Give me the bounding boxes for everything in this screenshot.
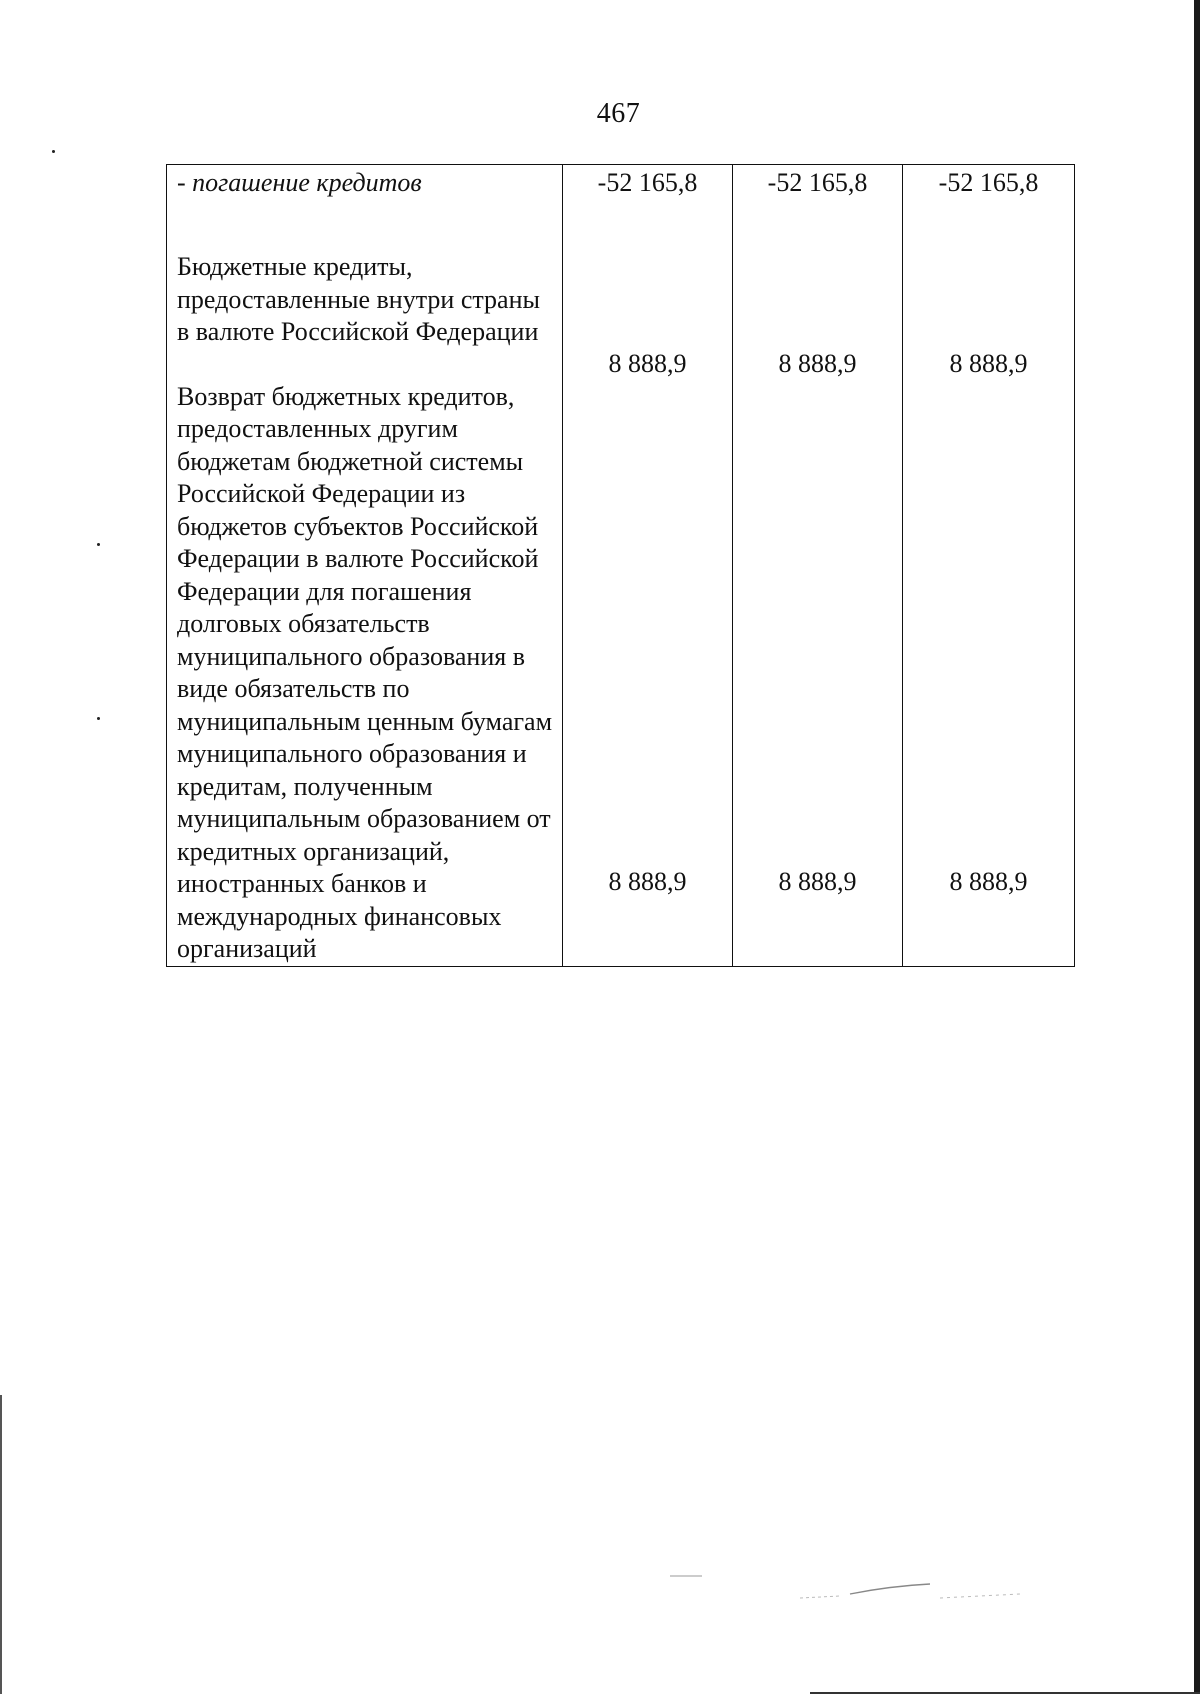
row-label: - погашение кредитов — [167, 165, 563, 252]
value-cell: 8 888,9 — [903, 251, 1075, 381]
value-cell: 8 888,9 — [733, 251, 903, 381]
scan-edge-right — [1194, 0, 1200, 1694]
value-cell: -52 165,8 — [563, 165, 733, 252]
page-number: 467 — [596, 98, 641, 129]
scan-speck — [97, 543, 100, 546]
scan-edge-left — [0, 1395, 2, 1694]
value-cell: 8 888,9 — [733, 381, 903, 967]
row-label: Возврат бюджетных кредитов, предоставленных другим бюджетам бюджетной системы Российской Федерации из бюджетов субъектов Российской Федерации в валюте Российской Федерации для погашения долговых обязательств муниципального образования в виде обязательств по муниципальным ценным бумагам муниципального образования и кредитам, полученным муниципальным образованием от кредитных организаций, иностранных банков и международных финансовых организаций — [167, 381, 563, 967]
value-cell: 8 888,9 — [903, 381, 1075, 967]
scan-speck — [52, 150, 55, 153]
table-row — [167, 251, 1075, 381]
value-cell: -52 165,8 — [903, 165, 1075, 252]
table-row — [167, 165, 1075, 252]
value-cell: 8 888,9 — [563, 381, 733, 967]
row-label: Бюджетные кредиты, предоставленные внутри страны в валюте Российской Федерации — [167, 251, 563, 381]
value-cell: -52 165,8 — [733, 165, 903, 252]
value-cell: 8 888,9 — [563, 251, 733, 381]
budget-table — [166, 164, 1075, 967]
scan-speck — [97, 717, 100, 720]
table-row — [167, 381, 1075, 967]
scan-artifact — [640, 1568, 1060, 1608]
